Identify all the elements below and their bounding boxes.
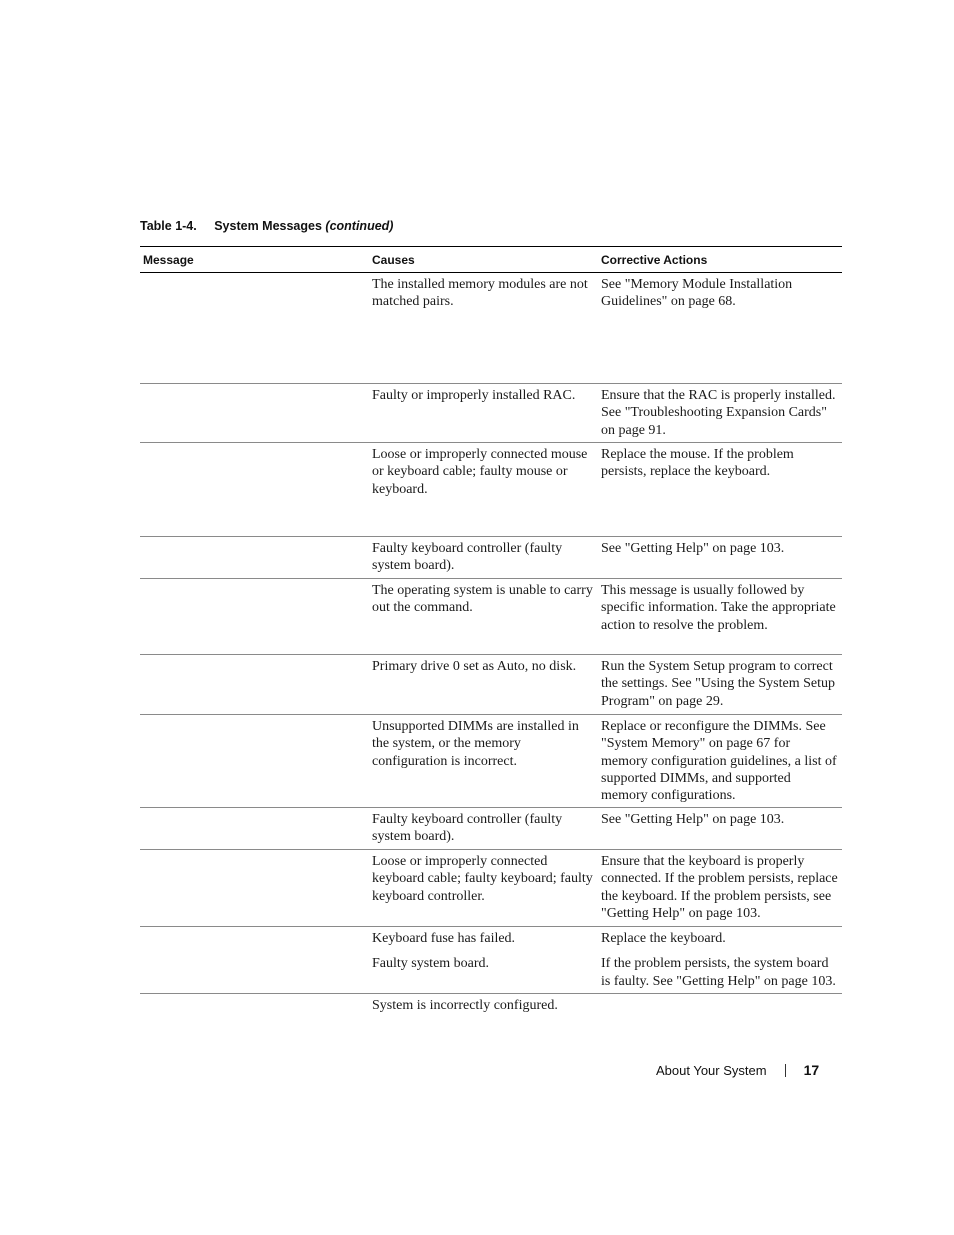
footer-section-title: About Your System <box>656 1063 767 1078</box>
table-row <box>140 850 842 927</box>
table-row <box>140 655 842 715</box>
actions-cell <box>598 718 842 807</box>
message-cell <box>140 811 369 849</box>
cause-text: Faulty keyboard controller (faulty system board). <box>372 541 563 574</box>
cause-text: System is incorrectly configured. <box>372 998 558 1013</box>
table-row <box>140 537 842 579</box>
table-row <box>140 715 842 808</box>
table-row <box>140 808 842 850</box>
actions-cell <box>598 811 842 849</box>
cause-text: The installed memory modules are not matched pairs. <box>372 277 588 310</box>
table-row <box>140 579 842 655</box>
header-corrective-actions: Corrective Actions <box>601 252 708 267</box>
actions-cell <box>598 582 842 654</box>
action-text: Replace or reconfigure the DIMMs. See "System Memory" on page 67 for memory configuration guidelines, a list of supported DIMMs, and supported memory configurations. <box>601 719 837 804</box>
causes-cell <box>369 811 598 849</box>
header-causes: Causes <box>372 252 415 267</box>
table-row <box>140 273 842 384</box>
action-text: Ensure that the keyboard is properly connected. If the problem persists, replace the keyboard. If the problem persists, see "Getting Help" on page 103. <box>601 854 838 921</box>
message-cell <box>140 446 369 536</box>
message-cell <box>140 582 369 654</box>
actions-cell <box>598 446 842 536</box>
cause-text: Faulty or improperly installed RAC. <box>372 388 576 403</box>
causes-cell <box>369 387 598 442</box>
actions-cell <box>598 540 842 578</box>
table-caption-continued: (continued) <box>325 219 394 233</box>
message-cell <box>140 997 369 1024</box>
page-number: 17 <box>803 1062 820 1078</box>
action-text: Ensure that the RAC is properly installed. See "Troubleshooting Expansion Cards" on page 91. <box>601 388 836 438</box>
action-text: Run the System Setup program to correct the settings. See "Using the System Setup Program" on page 29. <box>601 659 835 709</box>
causes-cell <box>369 853 598 926</box>
action-text: This message is usually followed by specific information. Take the appropriate action to resolve the problem. <box>601 583 836 633</box>
actions-cell <box>598 276 842 383</box>
causes-cell <box>369 658 598 714</box>
system-messages-table <box>140 246 842 1024</box>
message-cell <box>140 540 369 578</box>
action-text: See "Getting Help" on page 103. <box>601 541 785 556</box>
actions-cell <box>598 997 842 1024</box>
causes-cell <box>369 276 598 383</box>
header-message: Message <box>143 252 194 267</box>
cause-text: Keyboard fuse has failed. <box>372 931 516 946</box>
cause-text: Primary drive 0 set as Auto, no disk. <box>372 659 577 674</box>
message-cell <box>140 276 369 383</box>
footer-separator <box>785 1064 786 1077</box>
action-text: See "Memory Module Installation Guidelines" on page 68. <box>601 277 793 310</box>
causes-cell <box>369 930 598 993</box>
causes-cell <box>369 718 598 807</box>
cause-text: Faulty system board. <box>372 956 490 972</box>
actions-cell <box>598 387 842 442</box>
table-row <box>140 927 842 994</box>
table-caption-title: System Messages <box>214 219 322 233</box>
cause-text: Loose or improperly connected mouse or keyboard cable; faulty mouse or keyboard. <box>372 447 588 497</box>
table-row <box>140 994 842 1024</box>
causes-cell <box>369 997 598 1024</box>
table-caption <box>140 219 393 233</box>
cause-text: Loose or improperly connected keyboard cable; faulty keyboard; faulty keyboard controller. <box>372 854 593 904</box>
message-cell <box>140 930 369 993</box>
table-caption-label: Table 1-4. <box>140 219 197 233</box>
message-cell <box>140 658 369 714</box>
actions-cell <box>598 658 842 714</box>
causes-cell <box>369 582 598 654</box>
action-text: See "Getting Help" on page 103. <box>601 812 785 827</box>
causes-cell <box>369 446 598 536</box>
table-row <box>140 443 842 537</box>
table-header-row <box>140 246 842 273</box>
action-text: If the problem persists, the system board is faulty. See "Getting Help" on page 103. <box>601 956 836 989</box>
causes-cell <box>369 540 598 578</box>
page-footer <box>656 1062 819 1078</box>
cause-text: Faulty keyboard controller (faulty system board). <box>372 812 563 845</box>
message-cell <box>140 718 369 807</box>
table-row <box>140 384 842 443</box>
message-cell <box>140 387 369 442</box>
message-cell <box>140 853 369 926</box>
cause-text: The operating system is unable to carry out the command. <box>372 583 593 616</box>
table-body <box>140 273 842 1024</box>
cause-text: Unsupported DIMMs are installed in the system, or the memory configuration is incorrect. <box>372 719 579 769</box>
actions-cell <box>598 853 842 926</box>
actions-cell <box>598 930 842 993</box>
action-text: Replace the keyboard. <box>601 931 726 946</box>
action-text: Replace the mouse. If the problem persists, replace the keyboard. <box>601 447 794 480</box>
